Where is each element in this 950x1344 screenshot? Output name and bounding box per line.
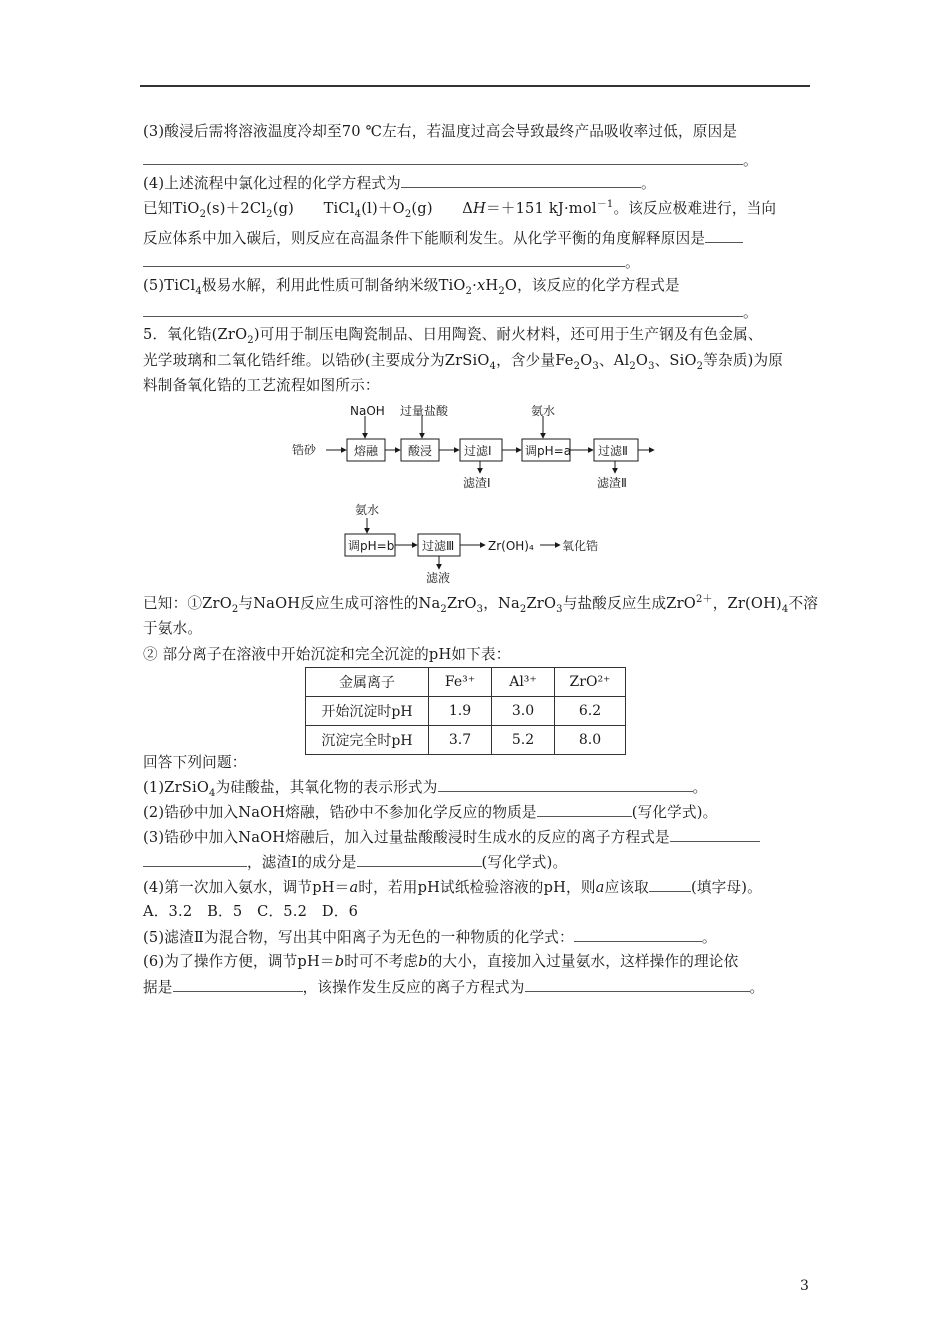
- known-line: 已知$TiO_2(s)+2Cl_2(g)$ $TiCl_4(l)+O_2(g)$ ΔH＝＋151 kJ·mol$^{-1}$。该反应极难进行，当向: [143, 199, 777, 220]
- known-text-b: 。该反应极难进行，当向: [613, 200, 777, 217]
- start-label: 锆砂: [292, 443, 317, 457]
- period: 。: [640, 175, 656, 192]
- filter3-label: 过滤Ⅲ: [422, 539, 455, 553]
- note1-line: 已知：①ZrO$_2$与NaOH反应生成可溶性的$Na_2ZrO_3$，$Na_2ZrO_3$与盐酸反应生成ZrO$^{2+}$，$Zr(OH)_4$不溶: [143, 594, 819, 615]
- table-cell: 5.2: [492, 726, 555, 755]
- p5-text-d: ，含少量Fe: [496, 352, 574, 369]
- filter2-label: 过滤Ⅱ: [598, 444, 628, 458]
- a3-line-2: [143, 852, 811, 873]
- a6-text-c: 的大小，直接加入过量氨水，这样操作的理论依: [427, 953, 739, 970]
- zr-hydroxide-label: Zr(OH)₄: [488, 539, 534, 553]
- a6-text-a: (6)为了操作方便，调节pH＝: [143, 953, 335, 970]
- table-cell: 开始沉淀时pH: [306, 697, 429, 726]
- p5-text-a: 5．氧化锆(ZrO: [143, 326, 248, 343]
- var-b: b: [418, 953, 428, 970]
- note1-text-e: 于氨水。: [143, 620, 203, 637]
- header-rule: [140, 85, 810, 87]
- p5-line-1: 5．氧化锆(ZrO$_2$)可用于制压电陶瓷制品、日用陶瓷、耐火材料，还可用于生产钢及有色金属、: [143, 326, 763, 346]
- a6-text-b: 时可不考虑: [344, 953, 419, 970]
- a2-text: (2)锆砂中加入NaOH熔融，锆砂中不参加化学反应的物质是: [143, 804, 537, 821]
- period: 。: [743, 304, 758, 321]
- nh3-label: 氨水: [531, 405, 556, 418]
- p5-line-2: 光学玻璃和二氧化锆纤维。以锆砂(主要成分为ZrSiO$_4$，含少量$Fe_2O_3$、$Al_2O_3$、SiO$_2$等杂质)为原: [143, 352, 784, 372]
- a6-blank-a[interactable]: [173, 977, 303, 992]
- p5-text-b: )可用于制压电陶瓷制品、日用陶瓷、耐火材料，还可用于生产钢及有色金属、: [253, 326, 763, 343]
- table-header-cell: Fe³⁺: [429, 668, 492, 697]
- q3-answer-line: [143, 150, 811, 171]
- note1-text-b: 与NaOH反应生成可溶性的Na: [238, 595, 441, 612]
- naoh-label: NaOH: [350, 405, 385, 418]
- known-blank-b[interactable]: [143, 252, 625, 267]
- answer-heading: [143, 753, 811, 773]
- answer-text: 回答下列问题：: [143, 754, 247, 771]
- var-a: a: [349, 879, 359, 896]
- a3-text-a: (3)锆砂中加入NaOH熔融后，加入过量盐酸酸浸时生成水的反应的离子方程式是: [143, 829, 670, 846]
- known-blank-a[interactable]: [705, 228, 743, 243]
- a6-text-d: 据是: [143, 979, 173, 996]
- q3-line: [143, 122, 811, 142]
- note2-line: [143, 645, 811, 665]
- note2-text: ② 部分离子在溶液中开始沉淀和完全沉淀的pH如下表：: [143, 646, 511, 663]
- note1-text-d: 不溶: [788, 595, 819, 612]
- table-header-cell: 金属离子: [306, 668, 429, 697]
- q5-text-b: 极易水解，利用此性质可制备纳米级TiO: [201, 277, 466, 294]
- a4-options-text: A．3.2 B．5 C．5.2 D．6: [143, 903, 359, 920]
- period: 。: [692, 779, 708, 796]
- residue1-label: 滤渣Ⅰ: [463, 476, 491, 490]
- a1-text-b: 为硅酸盐，其氧化物的表示形式为: [215, 779, 438, 796]
- process-flow-diagram: [290, 405, 660, 595]
- a3-end: (写化学式)。: [481, 854, 568, 871]
- period: 。: [749, 979, 765, 996]
- table-cell: 3.0: [492, 697, 555, 726]
- q3-text: (3)酸浸后需将溶液温度冷却至70 ℃左右，若温度过高会导致最终产品吸收率过低，原因是: [143, 123, 738, 140]
- a1-blank[interactable]: [438, 777, 693, 792]
- a3-line: [143, 827, 811, 848]
- note1-line-2: [143, 619, 811, 639]
- table-cell: 6.2: [555, 697, 626, 726]
- a6-line-2: [143, 977, 811, 998]
- a2-end: (写化学式)。: [631, 804, 718, 821]
- a5-line: [143, 927, 811, 948]
- table-header-cell: ZrO²⁺: [555, 668, 626, 697]
- page-number: 3: [800, 1278, 809, 1294]
- a3-blank-c[interactable]: [357, 852, 482, 867]
- p5-text-c: 光学玻璃和二氧化锆纤维。以锆砂(主要成分为ZrSiO: [143, 352, 490, 369]
- filtrate-label: 滤液: [426, 571, 451, 585]
- q5-blank[interactable]: [143, 302, 743, 317]
- nh3-2-label: 氨水: [355, 503, 380, 517]
- known-line-2: [143, 228, 811, 249]
- a4-text-b: 时，若用pH试纸检验溶液的pH，则: [358, 879, 596, 896]
- a2-blank[interactable]: [537, 802, 632, 817]
- zirconia-label: 氧化锆: [562, 539, 599, 553]
- hcl-label: 过量盐酸: [400, 405, 449, 418]
- a5-blank[interactable]: [574, 927, 702, 942]
- a6-text-e: ，该操作发生反应的离子方程式为: [302, 979, 525, 996]
- ion-ph-table: [305, 667, 626, 755]
- a6-line: [143, 952, 811, 972]
- table-header-row: [306, 668, 626, 697]
- a2-line: [143, 802, 811, 823]
- table-header-cell: Al³⁺: [492, 668, 555, 697]
- period: 。: [743, 152, 758, 169]
- q5-text-a: (5)TiCl: [143, 277, 196, 294]
- a3-blank-a[interactable]: [670, 827, 760, 842]
- residue2-label: 滤渣Ⅱ: [597, 476, 627, 490]
- a1-line: (1)ZrSiO$_4$为硅酸盐，其氧化物的表示形式为 。: [143, 779, 708, 799]
- q4-line: [143, 173, 811, 194]
- q5-text-c: ，该反应的化学方程式是: [517, 277, 680, 294]
- q4-text: (4)上述流程中氯化过程的化学方程式为: [143, 175, 401, 192]
- table-cell: 1.9: [429, 697, 492, 726]
- table-row: [306, 697, 626, 726]
- q3-blank[interactable]: [143, 150, 743, 165]
- melt-label: 熔融: [354, 444, 379, 458]
- table-row: [306, 726, 626, 755]
- a4-line: [143, 877, 811, 898]
- p5-text-e: 等杂质)为原: [703, 352, 784, 369]
- ph-a-label: 调pH=a: [525, 444, 572, 458]
- known-text-c: 反应体系中加入碳后，则反应在高温条件下能顺利发生。从化学平衡的角度解释原因是: [143, 230, 706, 247]
- known-line-3: [143, 252, 811, 273]
- a4-options: [143, 902, 811, 922]
- a3-blank-b[interactable]: [143, 852, 247, 867]
- var-a: a: [595, 879, 605, 896]
- p5-text-f: 料制备氧化锆的工艺流程如图所示：: [143, 377, 380, 394]
- period: 。: [701, 929, 717, 946]
- a1-text-a: (1)ZrSiO: [143, 779, 210, 796]
- leach-label: 酸浸: [408, 444, 433, 458]
- period: 。: [625, 254, 640, 271]
- a6-blank-b[interactable]: [525, 977, 750, 992]
- q4-blank[interactable]: [401, 173, 641, 188]
- note1-text-a: 已知：①ZrO: [143, 595, 232, 612]
- a5-text: (5)滤渣Ⅱ为混合物，写出其中阳离子为无色的一种物质的化学式：: [143, 929, 574, 946]
- a4-text-c: 应该取: [604, 879, 649, 896]
- q5-line: (5)TiCl$_4$极易水解，利用此性质可制备纳米级$TiO_2\cdot xH_2O$，该反应的化学方程式是: [143, 277, 680, 297]
- q5-answer-line: [143, 302, 811, 323]
- known-text: 已知: [143, 200, 173, 217]
- var-b: b: [334, 953, 345, 970]
- filter1-label: 过滤Ⅰ: [464, 444, 492, 458]
- a4-blank[interactable]: [649, 877, 691, 892]
- a4-text-a: (4)第一次加入氨水，调节pH＝: [143, 879, 350, 896]
- table-cell: 8.0: [555, 726, 626, 755]
- p5-line-3: [143, 376, 811, 396]
- a3-text-b: ，滤渣Ⅰ的成分是: [247, 854, 357, 871]
- table-cell: 沉淀完全时pH: [306, 726, 429, 755]
- ph-b-label: 调pH=b: [348, 539, 395, 553]
- a4-end: (填字母)。: [690, 879, 762, 896]
- table-cell: 3.7: [429, 726, 492, 755]
- note1-text-c: 与盐酸反应生成ZrO: [562, 595, 696, 612]
